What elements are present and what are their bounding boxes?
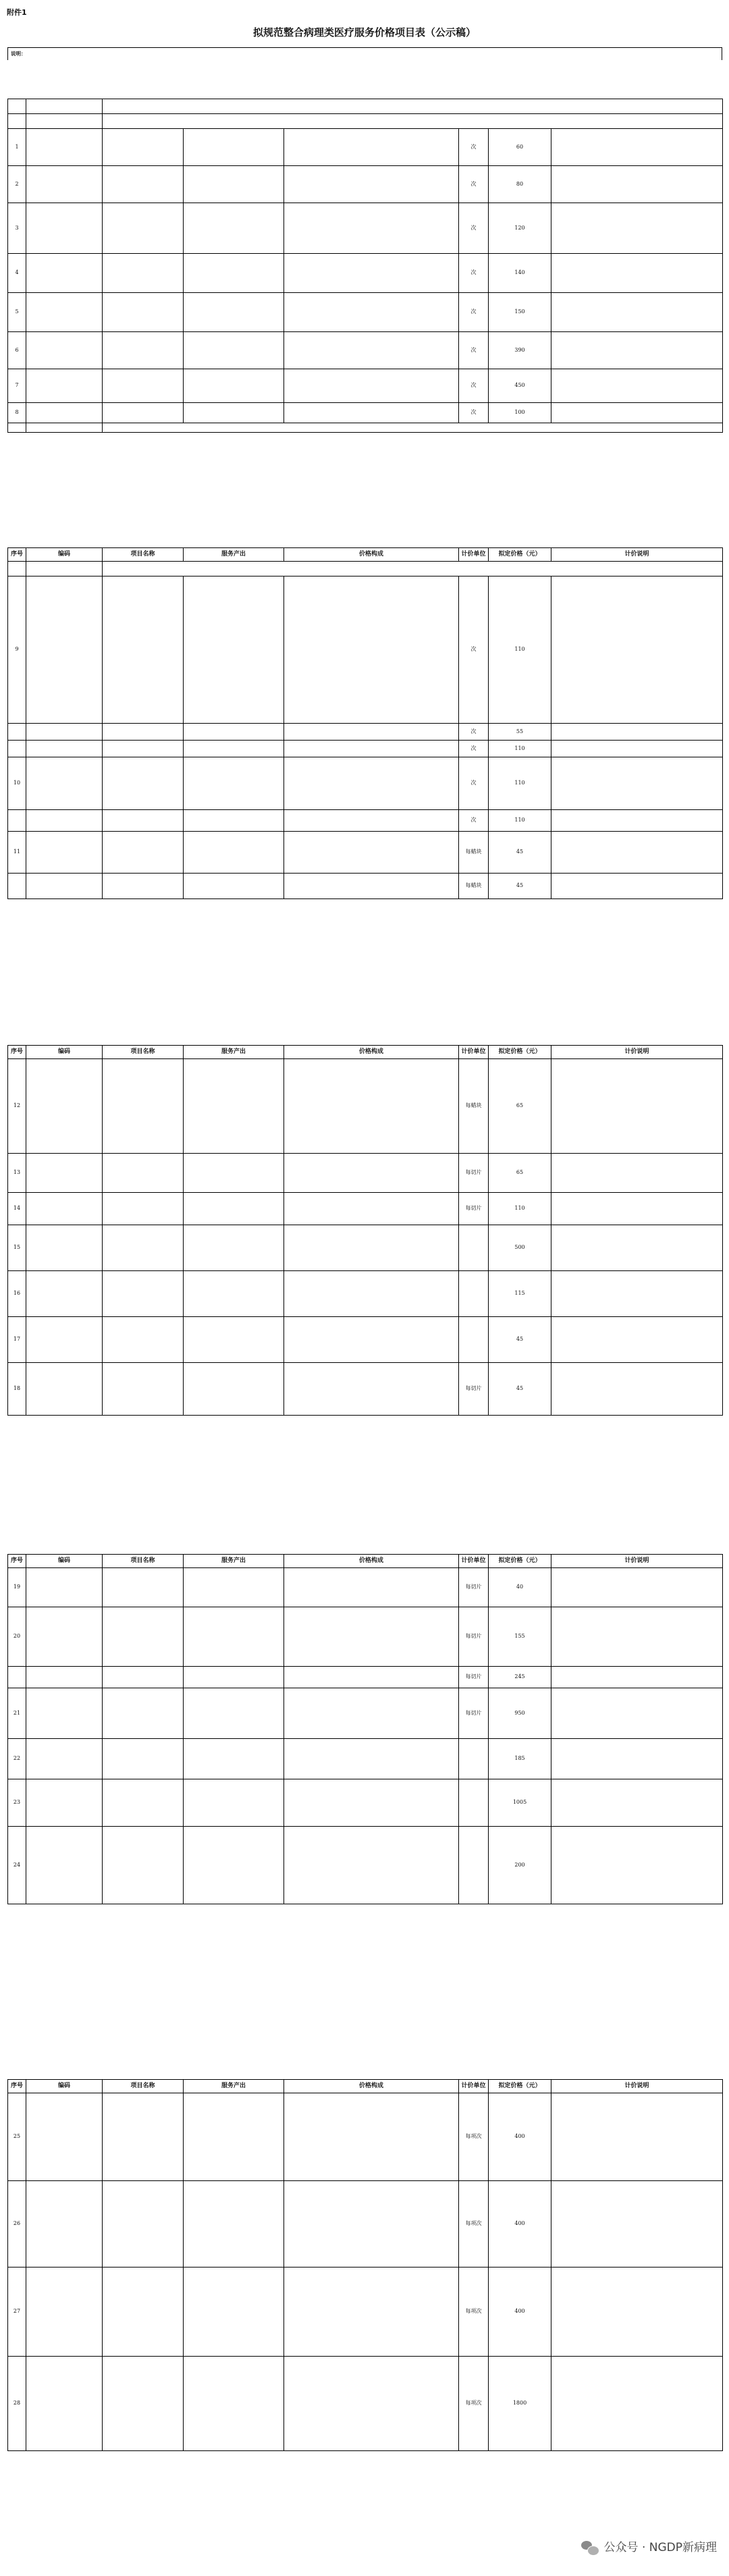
table-row: 16 115 [8,1271,723,1317]
watermark-text: 公众号 · NGDP新病理 [603,2540,717,2554]
table-row: 3 次 120 [8,203,723,254]
table-row: 27 每项次 400 [8,2268,723,2357]
col-header: 服务产出 [184,1046,284,1059]
col-header: 编码 [26,2080,103,2093]
col-header: 价格构成 [284,548,459,562]
table-row: 6 次 390 [8,332,723,369]
price-table-part-4 [7,1554,723,1904]
col-header: 服务产出 [184,548,284,562]
table-row: 次 55 [8,724,723,741]
col-header: 拟定价格（元） [489,1046,551,1059]
col-header: 项目名称 [103,548,184,562]
col-header: 序号 [8,1555,26,1568]
col-header: 序号 [8,1046,26,1059]
table-row-group-d [8,562,26,576]
table-row-group-a [8,99,26,114]
col-header: 项目名称 [103,1555,184,1568]
table-row: 19 每切片 40 [8,1568,723,1607]
col-header: 服务产出 [184,1555,284,1568]
table-row-group-c [8,423,26,433]
table-row: 18 每切片 45 [8,1363,723,1416]
table-row: 10 次 110 [8,757,723,810]
price-table-part-3 [7,1045,723,1416]
wechat-icon [581,2540,600,2556]
col-header: 计价说明 [551,548,723,562]
table-row: 7 次 450 [8,369,723,403]
table-row: 每蜡块 45 [8,874,723,899]
table-row: 28 每项次 1800 [8,2357,723,2451]
col-header: 价格构成 [284,2080,459,2093]
table-row: 20 每切片 155 [8,1607,723,1667]
table-row: 4 次 140 [8,254,723,293]
col-header: 拟定价格（元） [489,2080,551,2093]
table-row: 11 每蜡块 45 [8,832,723,874]
col-header: 计价说明 [551,2080,723,2093]
table-row: 2 次 80 [8,166,723,203]
col-header: 价格构成 [284,1046,459,1059]
attachment-label: 附件1 [7,8,27,17]
col-header: 编码 [26,1046,103,1059]
table-row: 23 1005 [8,1779,723,1827]
col-header: 计价单位 [459,2080,489,2093]
table-row: 14 每切片 110 [8,1193,723,1225]
notes-block [7,47,722,60]
table-row: 8 次 100 [8,403,723,423]
watermark [581,2540,717,2556]
col-header: 项目名称 [103,2080,184,2093]
col-header: 价格构成 [284,1555,459,1568]
col-header: 序号 [8,548,26,562]
col-header: 计价说明 [551,1555,723,1568]
table-row: 17 45 [8,1317,723,1363]
price-table-part-2 [7,547,723,899]
table-row: 每切片 245 [8,1667,723,1688]
col-header: 编码 [26,548,103,562]
notes-heading: 说明： [11,51,26,57]
table-row: 15 500 [8,1225,723,1271]
col-header: 计价说明 [551,1046,723,1059]
col-header: 计价单位 [459,548,489,562]
col-header: 拟定价格（元） [489,548,551,562]
table-row: 5 次 150 [8,293,723,332]
col-header: 拟定价格（元） [489,1555,551,1568]
col-header: 项目名称 [103,1046,184,1059]
table-row: 次 110 [8,741,723,757]
table-row: 1 次 60 [8,129,723,166]
table-row-group-b [8,114,26,129]
document-title: 拟规范整合病理类医疗服务价格项目表（公示稿） [252,26,476,38]
price-table-part-5 [7,2079,723,2451]
col-header: 服务产出 [184,2080,284,2093]
table-row: 22 185 [8,1739,723,1779]
table-row: 21 每切片 950 [8,1688,723,1739]
col-header: 计价单位 [459,1555,489,1568]
table-row: 24 200 [8,1827,723,1904]
col-header: 序号 [8,2080,26,2093]
table-row: 26 每项次 400 [8,2181,723,2268]
col-header: 计价单位 [459,1046,489,1059]
table-row: 9 次 110 [8,576,723,724]
table-row: 12 每蜡块 65 [8,1059,723,1154]
price-table-part-1 [7,99,723,433]
table-row: 次 110 [8,810,723,832]
table-row: 25 每项次 400 [8,2093,723,2181]
col-header: 编码 [26,1555,103,1568]
table-row: 13 每切片 65 [8,1154,723,1193]
